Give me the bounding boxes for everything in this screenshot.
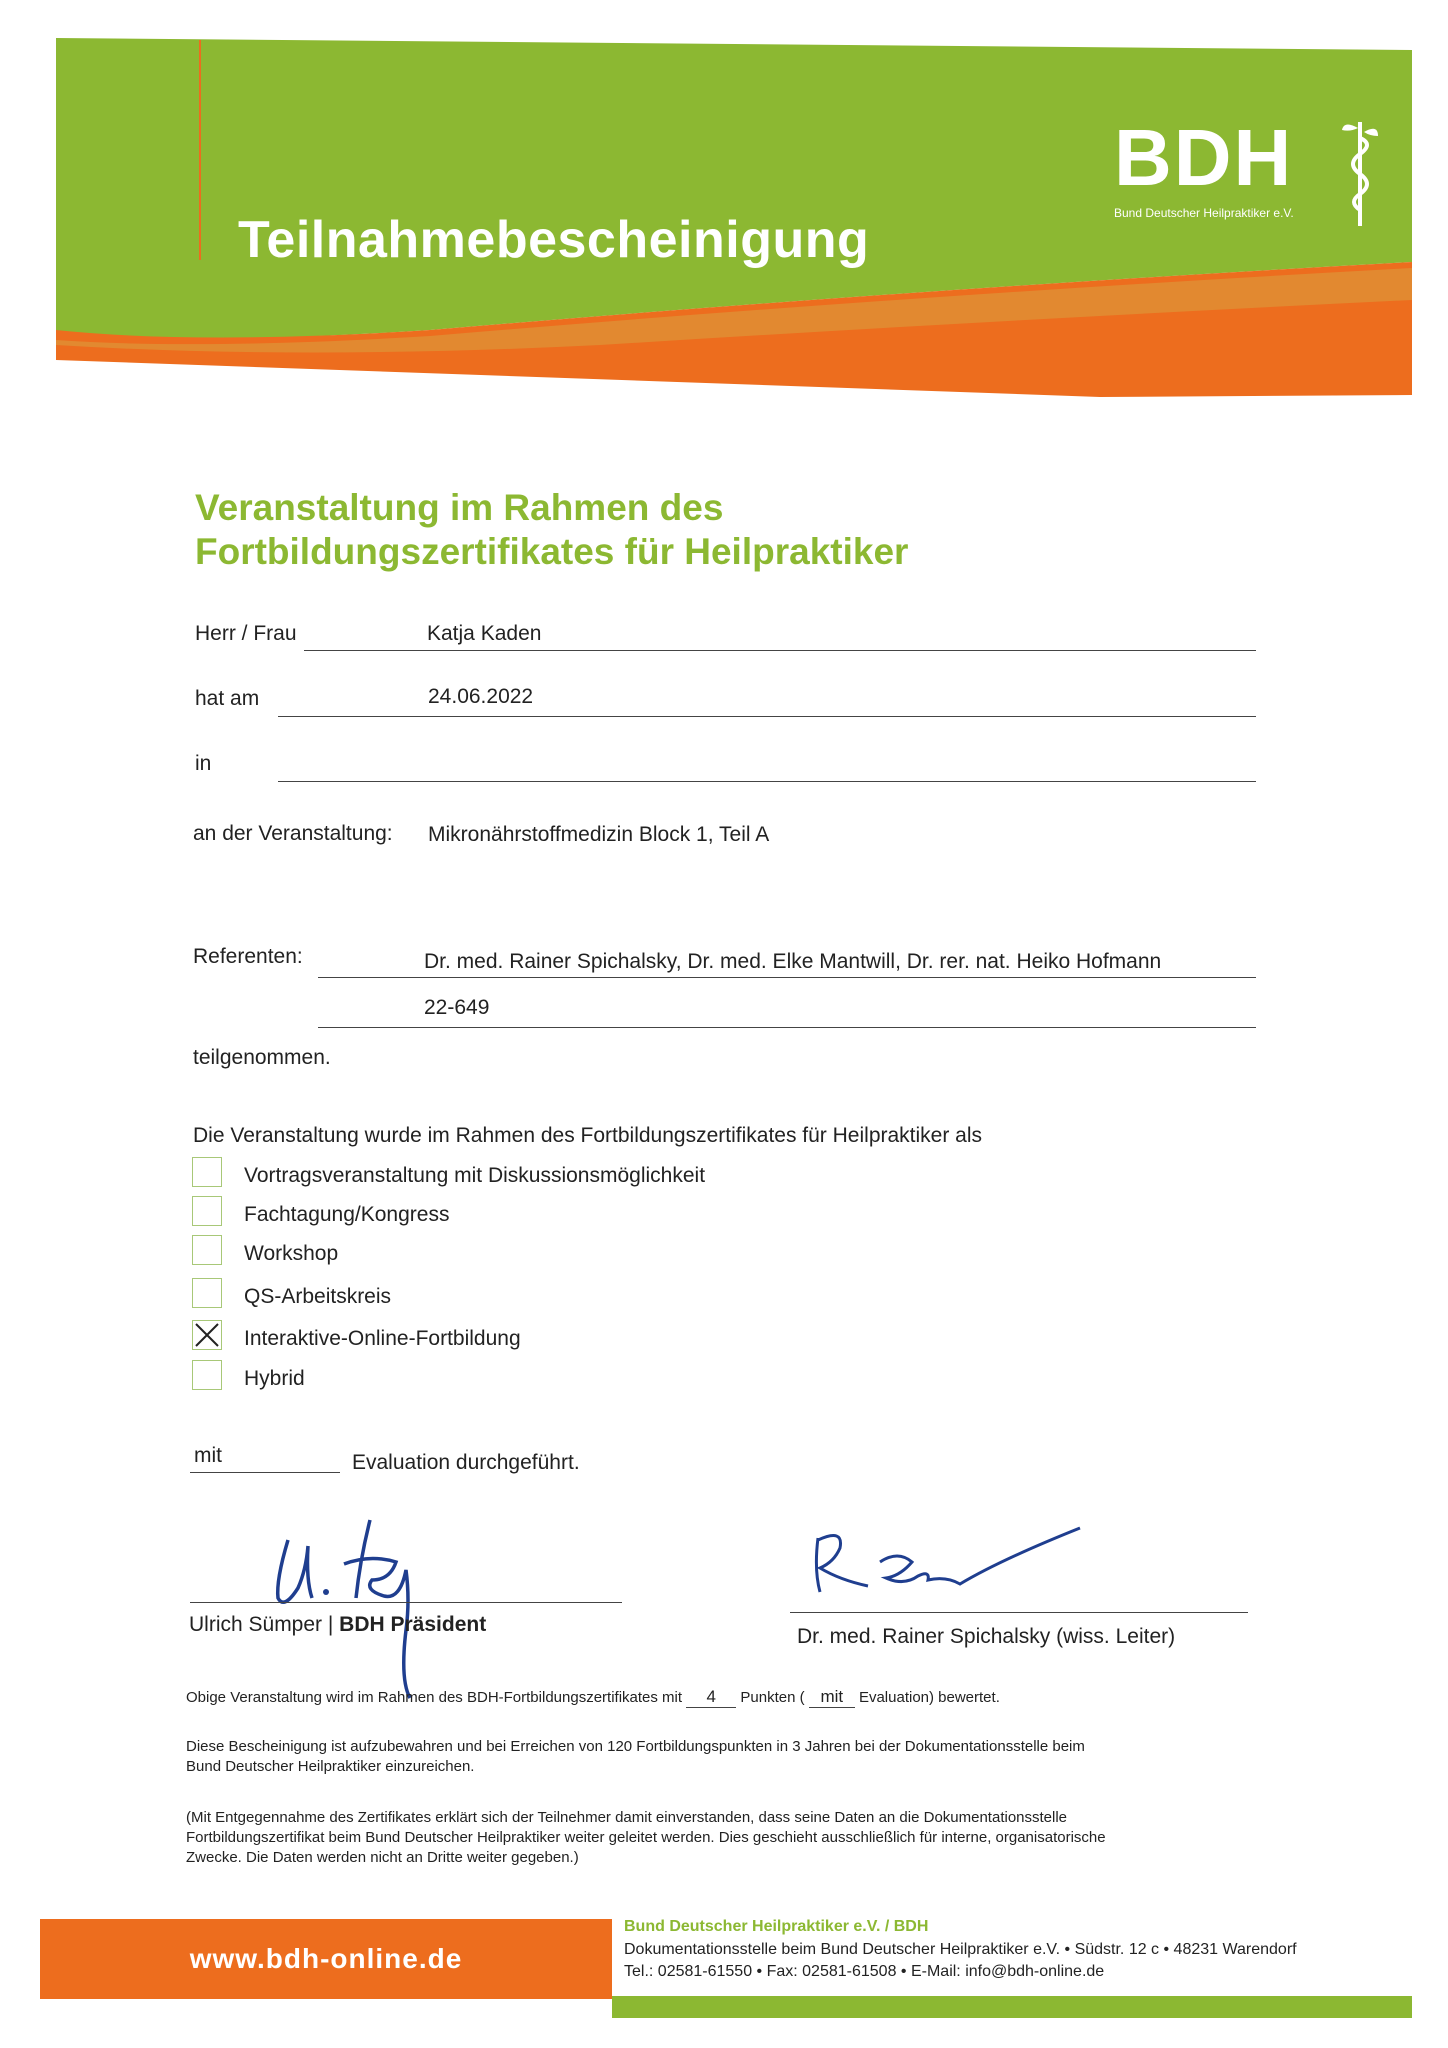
option-label-hybrid: Hybrid bbox=[244, 1367, 305, 1390]
checkmark-x-icon bbox=[193, 1321, 221, 1349]
bdh-logo-subtitle: Bund Deutscher Heilpraktiker e.V. bbox=[1114, 206, 1294, 220]
name-value: Katja Kaden bbox=[427, 622, 542, 645]
checkbox-online-training[interactable] bbox=[192, 1320, 222, 1350]
heading-line-1: Veranstaltung im Rahmen des bbox=[195, 487, 724, 528]
date-value: 24.06.2022 bbox=[428, 685, 534, 708]
signature-president-image bbox=[260, 1510, 460, 1700]
keep-note-line-1: Diese Bescheinigung ist aufzubewahren und bei Erreichen von 120 Fortbildungspunkten in 3 Jahren bei der Dokumentationsstelle beim bbox=[186, 1738, 1085, 1755]
evaluation-text: Evaluation durchgeführt. bbox=[352, 1451, 580, 1474]
event-value: Mikronährstoffmedizin Block 1, Teil A bbox=[428, 823, 770, 846]
checkbox-lecture[interactable] bbox=[192, 1157, 222, 1187]
evaluation-line bbox=[190, 1472, 340, 1473]
place-line bbox=[278, 781, 1256, 782]
signer-left-name: Ulrich Sümper | bbox=[189, 1613, 340, 1636]
points-mid: Punkten ( bbox=[740, 1689, 805, 1706]
privacy-note-line-2: Fortbildungszertifikat beim Bund Deutscher Heilpraktiker weiter geleitet werden. Dies geschieht ausschließlich für interne, organisatorische bbox=[186, 1829, 1106, 1846]
option-label-online-training: Interaktive-Online-Fortbildung bbox=[244, 1327, 521, 1350]
asclepius-staff-icon bbox=[1338, 118, 1382, 228]
privacy-note-line-1: (Mit Entgegennahme des Zertifikates erklärt sich der Teilnehmer damit einverstanden, dass seine Daten an die Dokumentationsstelle bbox=[186, 1809, 1068, 1826]
certificate-title: Teilnahmebescheinigung bbox=[238, 211, 870, 269]
date-label: hat am bbox=[195, 687, 260, 710]
signer-left bbox=[189, 1613, 486, 1637]
date-line bbox=[278, 716, 1256, 717]
name-label: Herr / Frau bbox=[195, 622, 297, 645]
checkbox-qs-circle[interactable] bbox=[192, 1278, 222, 1308]
speakers-line-2 bbox=[318, 1027, 1256, 1028]
option-label-workshop: Workshop bbox=[244, 1242, 339, 1265]
footer-website-link[interactable]: www.bdh-online.de bbox=[189, 1943, 463, 1974]
speakers-line bbox=[318, 977, 1256, 978]
participated-text: teilgenommen. bbox=[193, 1046, 331, 1069]
footer-contact: Tel.: 02581-61550 • Fax: 02581-61508 • E-Mail: info@bdh-online.de bbox=[624, 1963, 1105, 1980]
points-prefix: Obige Veranstaltung wird im Rahmen des BDH-Fortbildungszertifikates mit bbox=[186, 1689, 683, 1706]
event-type-intro: Die Veranstaltung wurde im Rahmen des Fortbildungszertifikates für Heilpraktiker als bbox=[193, 1124, 983, 1147]
place-label: in bbox=[195, 752, 212, 775]
evaluation-value: mit bbox=[194, 1444, 222, 1467]
signature-scientific-lead-image bbox=[800, 1520, 1100, 1610]
keep-note-line-2: Bund Deutscher Heilpraktiker einzureichen. bbox=[186, 1758, 475, 1775]
points-value: 4 bbox=[686, 1687, 736, 1708]
points-statement bbox=[186, 1687, 1000, 1708]
signature-line-right bbox=[790, 1612, 1248, 1613]
speakers-label: Referenten: bbox=[193, 945, 303, 968]
heading-line-2: Fortbildungszertifikates für Heilpraktiker bbox=[195, 531, 909, 572]
speakers-value-2: 22-649 bbox=[424, 996, 490, 1019]
checkbox-congress[interactable] bbox=[192, 1196, 222, 1226]
bdh-logo-text: BDH bbox=[1114, 113, 1294, 202]
footer-address: Dokumentationsstelle beim Bund Deutscher Heilpraktiker e.V. • Südstr. 12 c • 48231 Warendorf bbox=[624, 1941, 1297, 1958]
option-label-qs-circle: QS-Arbeitskreis bbox=[244, 1285, 392, 1308]
option-label-congress: Fachtagung/Kongress bbox=[244, 1203, 450, 1226]
signature-line-left bbox=[190, 1602, 622, 1603]
speakers-value: Dr. med. Rainer Spichalsky, Dr. med. Elke Mantwill, Dr. rer. nat. Heiko Hofmann bbox=[424, 950, 1162, 973]
privacy-note-line-3: Zwecke. Die Daten werden nicht an Dritte weiter gegeben.) bbox=[186, 1849, 579, 1866]
signer-left-role: BDH Präsident bbox=[339, 1613, 487, 1636]
event-label: an der Veranstaltung: bbox=[193, 822, 393, 845]
footer-green-band bbox=[612, 1996, 1412, 2018]
checkbox-hybrid[interactable] bbox=[192, 1360, 222, 1390]
points-evaluation-value: mit bbox=[809, 1687, 855, 1708]
name-line bbox=[304, 650, 1256, 651]
checkbox-workshop[interactable] bbox=[192, 1235, 222, 1265]
signer-right-name: Dr. med. Rainer Spichalsky (wiss. Leiter) bbox=[797, 1625, 1176, 1648]
option-label-lecture: Vortragsveranstaltung mit Diskussionsmöglichkeit bbox=[244, 1164, 706, 1187]
footer-organization: Bund Deutscher Heilpraktiker e.V. / BDH bbox=[624, 1918, 929, 1935]
points-suffix: Evaluation) bewertet. bbox=[858, 1689, 1000, 1706]
